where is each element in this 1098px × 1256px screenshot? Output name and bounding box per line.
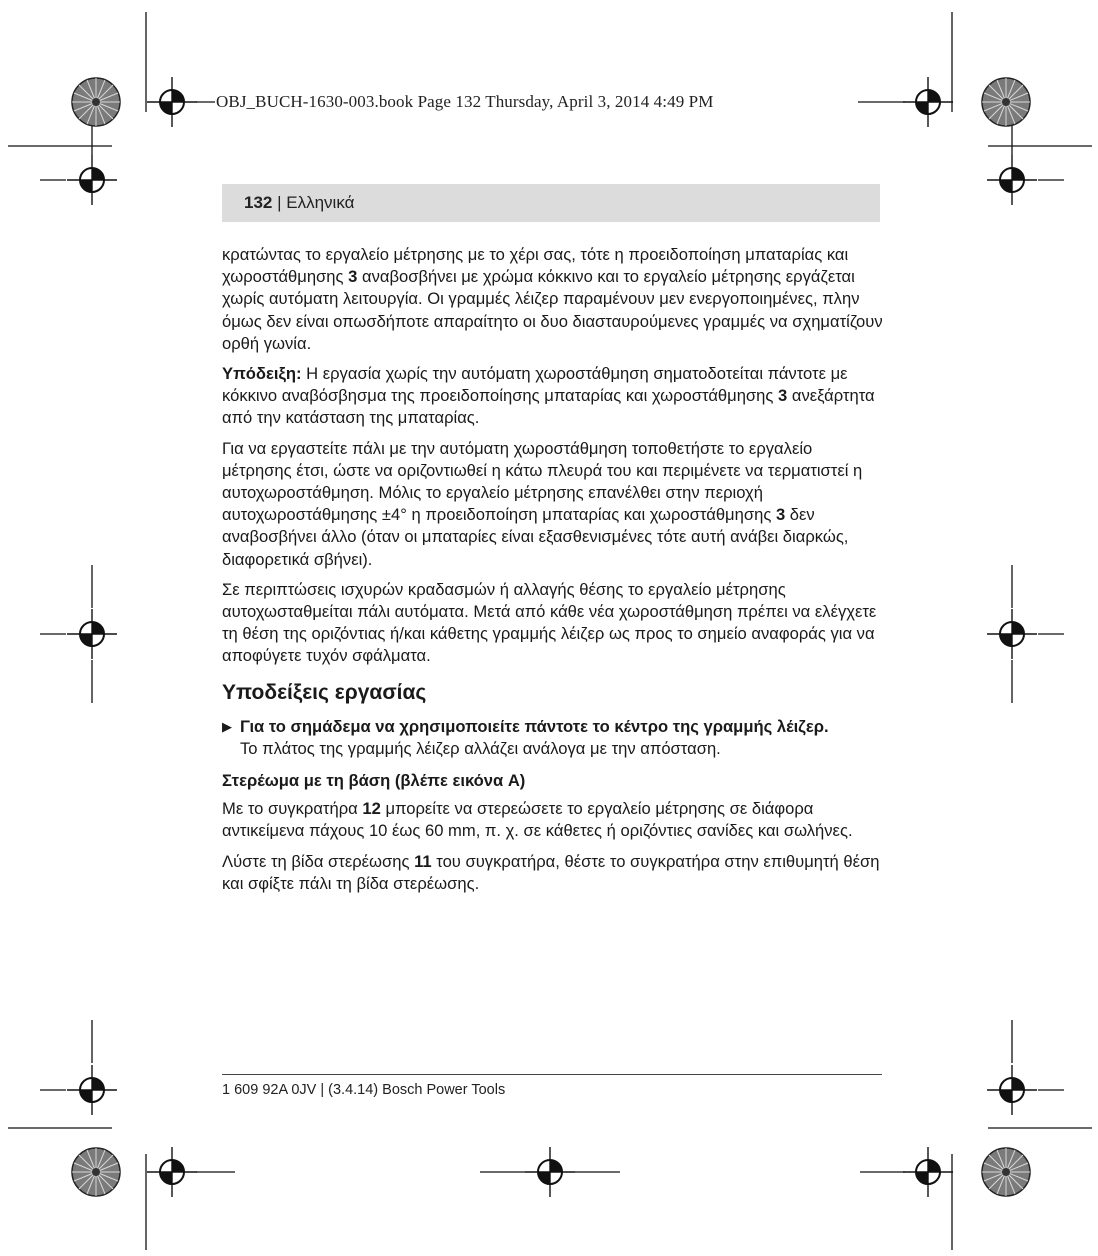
note-label: Υπόδειξη:: [222, 364, 302, 384]
ref-number: 3: [778, 386, 788, 406]
section-heading-tips: Υποδείξεις εργασίας: [222, 680, 427, 704]
tip-bullet-text: Το πλάτος της γραμμής λέιζερ αλλάζει ανάλογα με την απόσταση.: [240, 738, 721, 758]
tip-bullet-content: [240, 716, 884, 760]
paragraph-3: [222, 438, 884, 571]
note-text: Η εργασία χωρίς την αυτόματη χωροστάθμηση σηματοδοτείται πάντοτε με κόκκινο αναβόσβησμα της προειδοποίησης μπαταρίας και χωροστάθμησης: [222, 364, 848, 406]
triangle-bullet-icon: ▶: [222, 718, 232, 734]
mount-p2-end: του συγκρατήρα, θέστε το συγκρατήρα στην επιθυμητή θέση και σφίξτε πάλι τη βίδα στερέωσης.: [222, 851, 880, 893]
mount-paragraph-1: [222, 798, 884, 842]
paragraph-1-end: αναβοσβήνει με χρώμα κόκκινο και το εργαλείο μέτρησης εργάζεται χωρίς αυτόματη λειτουργία. Οι γραμμές λέιζερ παραμένουν μεν ενεργοποιημένες, πλην όμως δεν είναι οπωσδήποτε απαραίτητο οι δυο διασταυρούμενες γραμμές να σχηματίζουν ορθή γωνία.: [222, 267, 883, 353]
page-number: 132: [244, 193, 273, 212]
header-text: 132 | Ελληνικά: [244, 193, 355, 212]
ref-number: 11: [414, 851, 432, 871]
mount-p2-start: Λύστε τη βίδα στερέωσης: [222, 851, 415, 871]
paragraph-3-text: Για να εργαστείτε πάλι με την αυτόματη χωροστάθμηση τοποθετήστε το εργαλείο μέτρησης έτσι, ώστε να οριζοντιωθεί η κάτω πλευρά του και περιμένετε να τερματιστεί η αυτοχωροστάθμηση. Μόλις το εργαλείο μέτρησης επανέλθει στην περιοχή αυτοχωροστάθμησης ±4° η προειδοποίηση μπαταρίας και χωροστάθμησης: [222, 438, 863, 525]
section-heading-mount: Στερέωμα με τη βάση (βλέπε εικόνα A): [222, 771, 526, 791]
ref-number: 3: [775, 505, 786, 525]
ref-number: 3: [348, 267, 358, 287]
paragraph-1: [222, 244, 884, 355]
print-slug: OBJ_BUCH-1630-003.book Page 132 Thursday, April 3, 2014 4:49 PM: [216, 92, 714, 111]
tip-bullet-bold: Για το σημάδεμα να χρησιμοποιείτε πάντοτε το κέντρο της γραμμής λέιζερ.: [240, 716, 829, 736]
mount-paragraph-2: [222, 851, 884, 895]
mount-p1-end: μπορείτε να στερεώσετε το εργαλείο μέτρησης σε διάφορα αντικείμενα πάχους 10 έως 60 mm, π. χ. σε κάθετες ή οριζόντιες σανίδες και σωλήνες.: [222, 799, 853, 841]
paragraph-4: Σε περιπτώσεις ισχυρών κραδασμών ή αλλαγής θέσης το εργαλείο μέτρησης αυτοχωσταθμείται πάλι αυτόματα. Μετά από κάθε νέα χωροστάθμηση πρέπει να ελέγχετε τη θέση της οριζόντιας ή/και κάθετης γραμμής λέιζερ ως προς το σημείο αναφοράς για να αποφύγετε τυχόν σφάλματα.: [222, 579, 877, 666]
footer-divider: [222, 1074, 882, 1075]
ref-number: 12: [362, 799, 381, 819]
mount-p1-start: Με το συγκρατήρα: [222, 799, 363, 819]
paragraph-1-text: κρατώντας το εργαλείο μέτρησης με το χέρι σας, τότε η προειδοποίηση μπαταρίας και χωροστάθμησης: [222, 245, 849, 287]
page-footer: 1 609 92A 0JV | (3.4.14) Bosch Power Tools: [222, 1082, 506, 1098]
page-content: [222, 244, 884, 895]
page-header: [222, 184, 880, 222]
tip-bullet: [222, 716, 884, 760]
section-language: Ελληνικά: [286, 193, 355, 212]
note-paragraph: [222, 363, 884, 430]
note-end: ανεξάρτητα από την κατάσταση της μπαταρίας.: [222, 386, 875, 428]
paragraph-3-end: δεν αναβοσβήνει άλλο (όταν οι μπαταρίες είναι εξασθενισμένες τότε αυτή ανάβει διαρκώς, διαφορετικά σβήνει).: [222, 505, 849, 569]
